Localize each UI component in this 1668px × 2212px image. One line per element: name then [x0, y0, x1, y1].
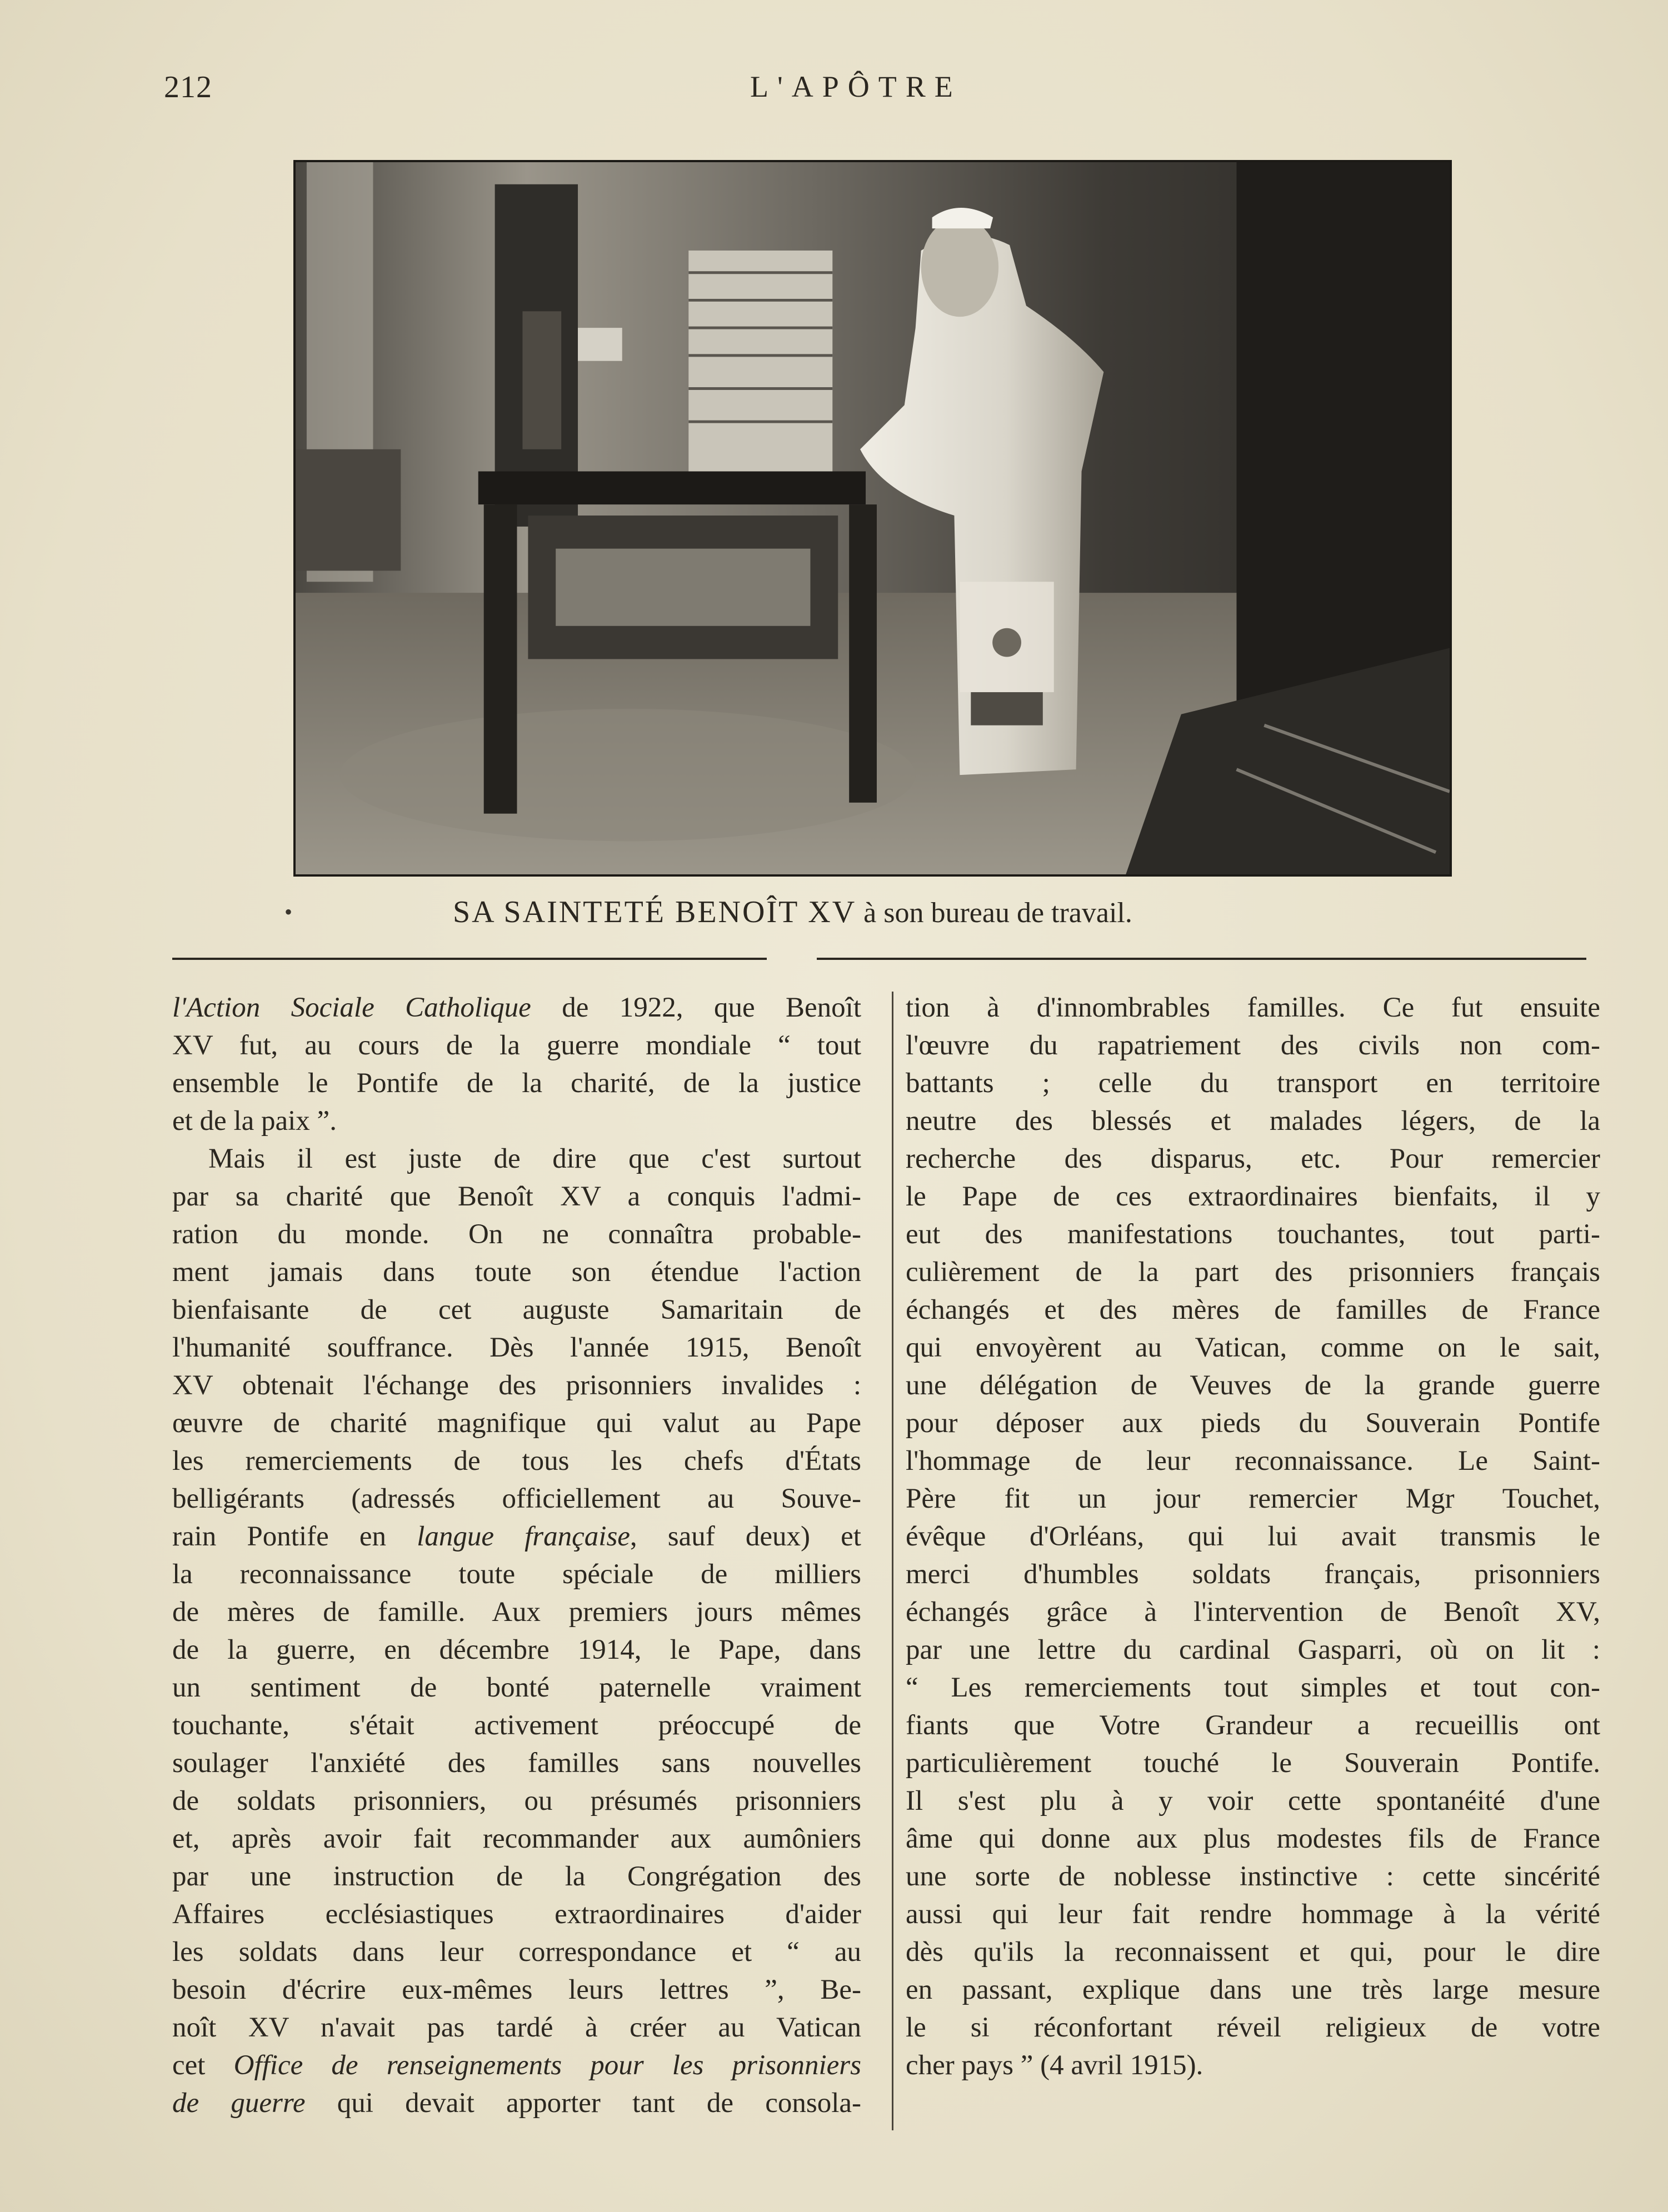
text-run: XV obtenait l'échange des prisonniers invalides :	[172, 1370, 861, 1401]
italic-text: l'Action Sociale Catholique	[172, 992, 531, 1023]
text-run: l'hommage de leur reconnaissance. Le Saint-	[906, 1445, 1600, 1477]
text-run: Il s'est plu à y voir cette spontanéité d'une	[906, 1785, 1600, 1816]
text-run: par une instruction de la Congrégation des	[172, 1861, 861, 1892]
page-number: 212	[164, 70, 212, 104]
text-run: les soldats dans leur correspondance et “ au	[172, 1936, 861, 1968]
text-run: XV fut, au cours de la guerre mondiale “ tout	[172, 1030, 861, 1061]
horizontal-rule-middle	[817, 958, 1070, 960]
text-run: belligérants (adressés officiellement au Souve-	[172, 1483, 861, 1514]
running-header	[0, 69, 1668, 114]
text-run: par une lettre du cardinal Gasparri, où on lit :	[906, 1634, 1600, 1665]
text-line	[906, 2009, 1600, 2046]
text-run: l'œuvre du rapatriement des civils non com-	[906, 1030, 1600, 1061]
text-line	[172, 1706, 861, 1744]
text-run: échangés et des mères de familles de France	[906, 1294, 1600, 1325]
text-run: rain Pontife en	[172, 1521, 417, 1552]
text-line	[906, 1971, 1600, 2009]
text-run: évêque d'Orléans, qui lui avait transmis le	[906, 1521, 1600, 1552]
text-run: de la guerre, en décembre 1914, le Pape, dans	[172, 1634, 861, 1665]
column-divider	[892, 992, 893, 2130]
text-run: ment jamais dans toute son étendue l'action	[172, 1257, 861, 1288]
text-run: la reconnaissance toute spéciale de milliers	[172, 1559, 861, 1590]
text-line	[172, 1669, 861, 1706]
text-run: en passant, explique dans une très large mesure	[906, 1974, 1600, 2005]
text-line	[906, 1631, 1600, 1669]
text-run: et de la paix ”.	[172, 1105, 337, 1137]
text-run: pour déposer aux pieds du Souverain Pontife	[906, 1408, 1600, 1439]
text-run: œuvre de charité magnifique qui valut au Pape	[172, 1408, 861, 1439]
caption-rest: à son bureau de travail.	[856, 897, 1132, 929]
text-line	[172, 1518, 861, 1555]
text-line	[172, 1027, 861, 1064]
text-run: battants ; celle du transport en territoire	[906, 1068, 1600, 1099]
text-run: ensemble le Pontife de la charité, de la justice	[172, 1068, 861, 1099]
caption-text	[453, 894, 1132, 930]
text-run: touchante, s'était activement préoccupé de	[172, 1710, 861, 1741]
text-run: fiants que Votre Grandeur a recueillis ont	[906, 1710, 1600, 1741]
left-column	[172, 989, 861, 2122]
text-run: “ Les remerciements tout simples et tout con-	[906, 1672, 1600, 1703]
text-line	[906, 1102, 1600, 1140]
text-line	[906, 1782, 1600, 1820]
text-line	[906, 1480, 1600, 1518]
text-run: âme qui donne aux plus modestes fils de France	[906, 1823, 1600, 1854]
running-title: L'APÔTRE	[750, 70, 962, 103]
text-line	[906, 1253, 1600, 1291]
text-run: par sa charité que Benoît XV a conquis l'admi-	[172, 1181, 861, 1212]
text-line	[172, 2084, 861, 2122]
text-run: l'humanité souffrance. Dès l'année 1915, Benoît	[172, 1332, 861, 1363]
text-line	[172, 1933, 861, 1971]
text-run: qui envoyèrent au Vatican, comme on le sait,	[906, 1332, 1600, 1363]
text-run: Père fit un jour remercier Mgr Touchet,	[906, 1483, 1600, 1514]
text-line	[172, 1820, 861, 1858]
text-run: bienfaisante de cet auguste Samaritain de	[172, 1294, 861, 1325]
text-line	[172, 1329, 861, 1367]
text-line	[906, 1442, 1600, 1480]
horizontal-rule-right	[1061, 958, 1586, 960]
text-line	[906, 1140, 1600, 1178]
text-line	[906, 1895, 1600, 1933]
right-column	[906, 989, 1600, 2084]
text-line	[906, 1555, 1600, 1593]
text-run: un sentiment de bonté paternelle vraiment	[172, 1672, 861, 1703]
text-run: culièrement de la part des prisonniers français	[906, 1257, 1600, 1288]
text-line	[906, 1367, 1600, 1404]
text-line	[172, 1064, 861, 1102]
text-line	[906, 1027, 1600, 1064]
text-line	[172, 1858, 861, 1895]
text-run: cher pays ” (4 avril 1915).	[906, 2050, 1203, 2081]
text-run: dès qu'ils la reconnaissent et qui, pour le dire	[906, 1936, 1600, 1968]
text-run: eut des manifestations touchantes, tout parti-	[906, 1219, 1600, 1250]
text-run: cet	[172, 2050, 234, 2081]
text-line	[172, 1215, 861, 1253]
text-run: recherche des disparus, etc. Pour remercier	[906, 1143, 1600, 1174]
photograph-pope-at-desk	[293, 160, 1452, 877]
text-run: aussi qui leur fait rendre hommage à la vérité	[906, 1899, 1600, 1930]
caption-title: SA SAINTETÉ BENOÎT XV	[453, 895, 857, 929]
text-line	[906, 1858, 1600, 1895]
text-line	[906, 1178, 1600, 1215]
text-line	[906, 1669, 1600, 1706]
text-line	[906, 1215, 1600, 1253]
text-line	[906, 1518, 1600, 1555]
text-line	[172, 1971, 861, 2009]
text-line	[906, 1706, 1600, 1744]
text-line	[906, 1933, 1600, 1971]
text-line	[172, 1291, 861, 1329]
text-run: le Pape de ces extraordinaires bienfaits, il y	[906, 1181, 1600, 1212]
text-line	[906, 1744, 1600, 1782]
text-line	[172, 1593, 861, 1631]
text-run: le si réconfortant réveil religieux de votre	[906, 2012, 1600, 2043]
text-run: de soldats prisonniers, ou présumés prisonniers	[172, 1785, 861, 1816]
text-line	[172, 1367, 861, 1404]
text-run: tion à d'innombrables familles. Ce fut ensuite	[906, 992, 1600, 1023]
text-line	[906, 1291, 1600, 1329]
text-run: de 1922, que Benoît	[531, 992, 861, 1023]
text-line	[906, 989, 1600, 1027]
text-line	[172, 1480, 861, 1518]
text-run: et, après avoir fait recommander aux aumôniers	[172, 1823, 861, 1854]
text-run: besoin d'écrire eux-mêmes leurs lettres ”, Be-	[172, 1974, 861, 2005]
text-line	[172, 1178, 861, 1215]
text-run: merci d'humbles soldats français, prisonniers	[906, 1559, 1600, 1590]
text-line	[172, 989, 861, 1027]
text-run: noît XV n'avait pas tardé à créer au Vatican	[172, 2012, 861, 2043]
text-line	[906, 1064, 1600, 1102]
photo-illustration	[296, 162, 1450, 874]
text-run: une délégation de Veuves de la grande guerre	[906, 1370, 1600, 1401]
text-line	[172, 1404, 861, 1442]
text-line	[172, 1744, 861, 1782]
caption-bullet: •	[284, 899, 293, 924]
italic-text: de guerre	[172, 2088, 306, 2119]
text-line	[172, 2046, 861, 2084]
text-line	[172, 1253, 861, 1291]
italic-text: langue française	[417, 1521, 630, 1552]
text-run: échangés grâce à l'intervention de Benoît XV,	[906, 1597, 1600, 1628]
text-run: Mais il est juste de dire que c'est surtout	[208, 1143, 861, 1174]
text-line	[172, 1782, 861, 1820]
text-line	[906, 1820, 1600, 1858]
text-line	[906, 2046, 1600, 2084]
text-line	[906, 1404, 1600, 1442]
text-run: qui devait apporter tant de consola-	[305, 2088, 862, 2119]
text-line	[172, 1631, 861, 1669]
text-run: les remerciements de tous les chefs d'États	[172, 1445, 861, 1477]
text-run: une sorte de noblesse instinctive : cette sincérité	[906, 1861, 1600, 1892]
photo-caption	[0, 894, 1668, 933]
text-line	[172, 1895, 861, 1933]
text-run: de mères de famille. Aux premiers jours mêmes	[172, 1597, 861, 1628]
text-line	[172, 1102, 861, 1140]
text-line	[906, 1329, 1600, 1367]
text-run: soulager l'anxiété des familles sans nouvelles	[172, 1748, 861, 1779]
text-line	[172, 1555, 861, 1593]
text-run: particulièrement touché le Souverain Pontife.	[906, 1748, 1600, 1779]
text-run: ration du monde. On ne connaîtra probable-	[172, 1219, 861, 1250]
horizontal-rule-left	[172, 958, 767, 960]
text-run: , sauf deux) et	[630, 1521, 861, 1552]
text-line	[172, 2009, 861, 2046]
text-line	[906, 1593, 1600, 1631]
text-run: neutre des blessés et malades légers, de la	[906, 1105, 1600, 1137]
italic-text: Office de renseignements pour les prisonniers	[233, 2050, 861, 2081]
text-line	[172, 1140, 861, 1178]
text-run: Affaires ecclésiastiques extraordinaires d'aider	[172, 1899, 861, 1930]
text-line	[172, 1442, 861, 1480]
